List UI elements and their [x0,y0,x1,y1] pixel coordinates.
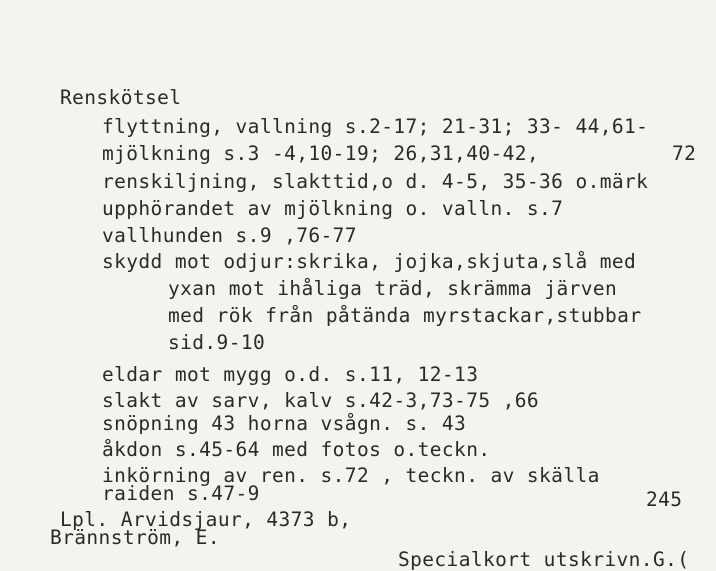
entry-line: upphörandet av mjölkning o. valln. s.7 [102,197,564,220]
entry-line: skydd mot odjur:skrika, jojka,skjuta,slå med [102,250,637,273]
card-number: 245 [646,488,683,511]
entry-page-number: 72 [672,142,697,165]
card-heading: Renskötsel [60,86,182,109]
source-reference: Lpl. Arvidsjaur, 4373 b, [60,508,352,531]
entry-line: mjölkning s.3 -4,10-19; 26,31,40-42, [102,142,540,165]
entry-line: åkdon s.45-64 med fotos o.teckn. [102,438,491,461]
entry-line: eldar mot mygg o.d. s.11, 12-13 [102,363,479,386]
entry-line: med rök från påtända myrstackar,stubbar [168,304,642,327]
entry-line: flyttning, vallning s.2-17; 21-31; 33- 44,61- [102,115,649,138]
entry-line: slakt av sarv, kalv s.42-3,73-75 ,66 [102,389,540,412]
entry-line: snöpning 43 horna vsågn. s. 43 [102,412,467,435]
entry-line: vallhunden s.9 ,76-77 [102,224,357,247]
note-footer: Specialkort utskrivn.G.( [398,548,690,571]
entry-line: raiden s.47-9 [102,482,260,505]
source-author: Brännström, E. [50,526,220,549]
entry-line: renskiljning, slakttid,o d. 4-5, 35-36 o.märk [102,170,649,193]
entry-line: sid.9-10 [168,331,266,354]
entry-line: yxan mot ihåliga träd, skrämma järven [168,277,618,300]
entry-line: inkörning av ren. s.72 , teckn. av skälla [102,464,600,487]
